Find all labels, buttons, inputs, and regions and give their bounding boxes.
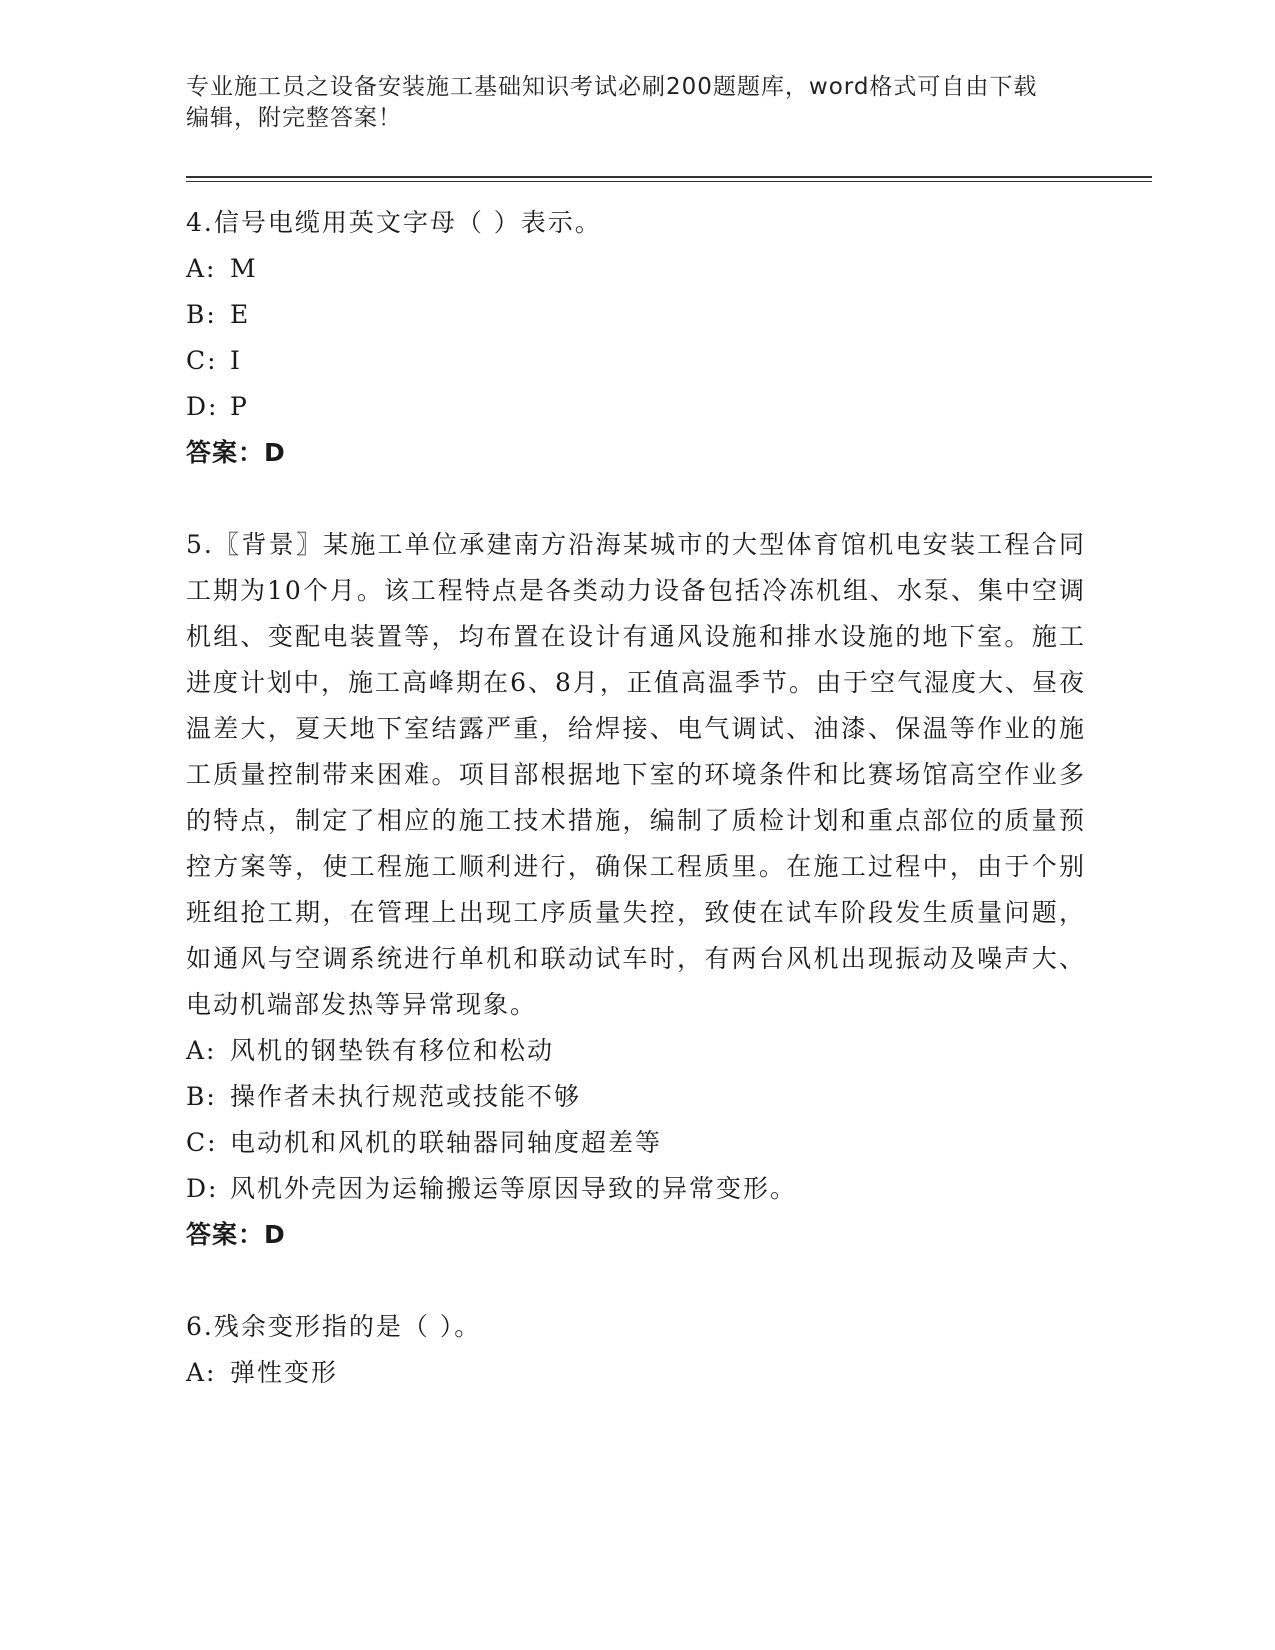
option-text: 风机外壳因为运输搬运等原因导致的异常变形。 [230, 1174, 798, 1203]
option-text: 操作者未执行规范或技能不够 [230, 1082, 582, 1111]
option-text: I [230, 346, 242, 375]
header-line-2: 编辑，附完整答案！ [186, 105, 402, 131]
header-divider-thin [186, 181, 1152, 182]
option-label: A: [186, 1036, 217, 1065]
option-b [186, 292, 1086, 338]
option-d [186, 384, 1086, 430]
header-line-1: 专业施工员之设备安装施工基础知识考试必刷200题题库，word格式可自由下载 [186, 74, 1038, 100]
option-label: B: [186, 1082, 217, 1111]
option-label: B: [186, 300, 217, 329]
question-text: 5.〖背景〗某施工单位承建南方沿海某城市的大型体育馆机电安装工程合同工期为10个月。该工程特点是各类动力设备包括冷冻机组、水泵、集中空调机组、变配电装置等，均布置在设计有通风设施和排水设施的地下室。施工进度计划中，施工高峰期在6、8月，正值高温季节。由于空气湿度大、昼夜温差大，夏天地下室结露严重，给焊接、电气调试、油漆、保温等作业的施工质量控制带来困难。项目部根据地下室的环境条件和比赛场馆高空作业多的特点，制定了相应的施工技术措施，编制了质检计划和重点部位的质量预控方案等，使工程施工顺利进行，确保工程质里。在施工过程中，由于个别班组抢工期，在管理上出现工序质量失控，致使在试车阶段发生质量问题，如通风与空调系统进行单机和联动试车时，有两台风机出现振动及噪声大、电动机端部发热等异常现象。 [186, 530, 1086, 1019]
option-a [186, 1350, 1086, 1396]
option-b [186, 1074, 1086, 1120]
option-label: C: [186, 1128, 218, 1157]
option-c [186, 338, 1086, 384]
option-text: M [230, 254, 258, 283]
question-spacer [186, 476, 1086, 522]
option-label: D: [186, 392, 219, 421]
option-a [186, 246, 1086, 292]
question-6 [186, 1304, 1086, 1396]
page-header [186, 72, 1066, 134]
option-a [186, 1028, 1086, 1074]
option-text: 弹性变形 [230, 1358, 339, 1387]
option-text: 风机的钢垫铁有移位和松动 [230, 1036, 555, 1065]
question-text: 4.信号电缆用英文字母（ ）表示。 [186, 208, 602, 237]
option-c [186, 1120, 1086, 1166]
option-text: E [230, 300, 251, 329]
option-label: C: [186, 346, 218, 375]
question-4 [186, 200, 1086, 476]
option-d [186, 1166, 1086, 1212]
option-label: A: [186, 254, 217, 283]
header-divider [186, 176, 1152, 178]
option-text: 电动机和风机的联轴器同轴度超差等 [230, 1128, 663, 1157]
question-spacer [186, 1258, 1086, 1304]
question-list [186, 200, 1086, 1396]
answer-line: 答案：D [186, 1220, 286, 1249]
option-label: D: [186, 1174, 219, 1203]
option-text: P [230, 392, 249, 421]
answer-line: 答案：D [186, 438, 286, 467]
option-label: A: [186, 1358, 217, 1387]
question-5 [186, 522, 1086, 1258]
question-text: 6.残余变形指的是（ ）。 [186, 1312, 482, 1341]
